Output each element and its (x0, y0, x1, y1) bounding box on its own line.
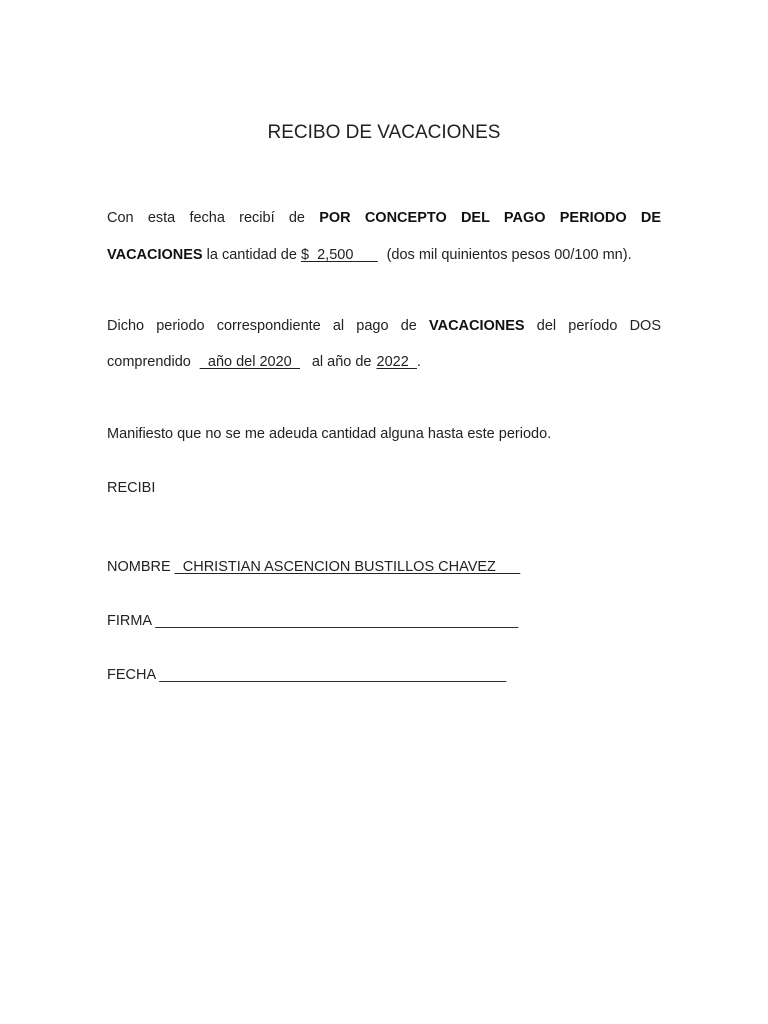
vacaciones-bold: VACACIONES (429, 318, 525, 334)
paragraph-no-debt (107, 424, 661, 444)
name-field (107, 557, 661, 577)
name-label: NOMBRE (107, 559, 171, 575)
signature-line: _____________________________________________ (155, 613, 519, 629)
no-debt-statement: Manifiesto que no se me adeuda cantidad alguna hasta este periodo. (107, 426, 552, 442)
recibi-section (107, 478, 661, 498)
recibi-label: RECIBI (107, 480, 156, 496)
period-end-punct: . (416, 354, 421, 370)
amount-in-words: (dos mil quinientos pesos 00/100 mn). (386, 247, 632, 263)
date-field (107, 665, 661, 685)
paragraph-payment-line-2 (107, 245, 661, 265)
date-line: ___________________________________________ (159, 667, 507, 683)
paragraph-period (107, 316, 661, 372)
paragraph-period-line-1 (107, 316, 661, 336)
paragraph-payment-line-1 (107, 208, 661, 228)
paragraph-payment (107, 208, 661, 265)
period-suffix-text: del período DOS (536, 318, 662, 334)
name-value: _CHRISTIAN ASCENCION BUSTILLOS CHAVEZ___ (174, 559, 521, 575)
signature-field (107, 611, 661, 631)
received-from-text: Con esta fecha recibí de (107, 210, 305, 226)
amount-intro-text: la cantidad de (202, 247, 301, 263)
vacaciones-label: VACACIONES (107, 247, 203, 263)
comprendido-text: comprendido (107, 354, 191, 370)
document-title: RECIBO DE VACACIONES (267, 122, 501, 143)
signature-label: FIRMA (107, 613, 152, 629)
payment-concept-text: POR CONCEPTO DEL PAGO PERIODO DE (319, 210, 661, 226)
period-intro-text: Dicho periodo correspondiente al pago de (107, 318, 417, 334)
amount-value: $_2,500___ (300, 247, 378, 263)
period-mid-text: al año de (311, 354, 372, 370)
date-label: FECHA (107, 667, 156, 683)
period-end-year: 2022_ (376, 354, 417, 370)
paragraph-period-line-2 (107, 352, 661, 372)
period-start-year: _año del 2020_ (199, 354, 300, 370)
